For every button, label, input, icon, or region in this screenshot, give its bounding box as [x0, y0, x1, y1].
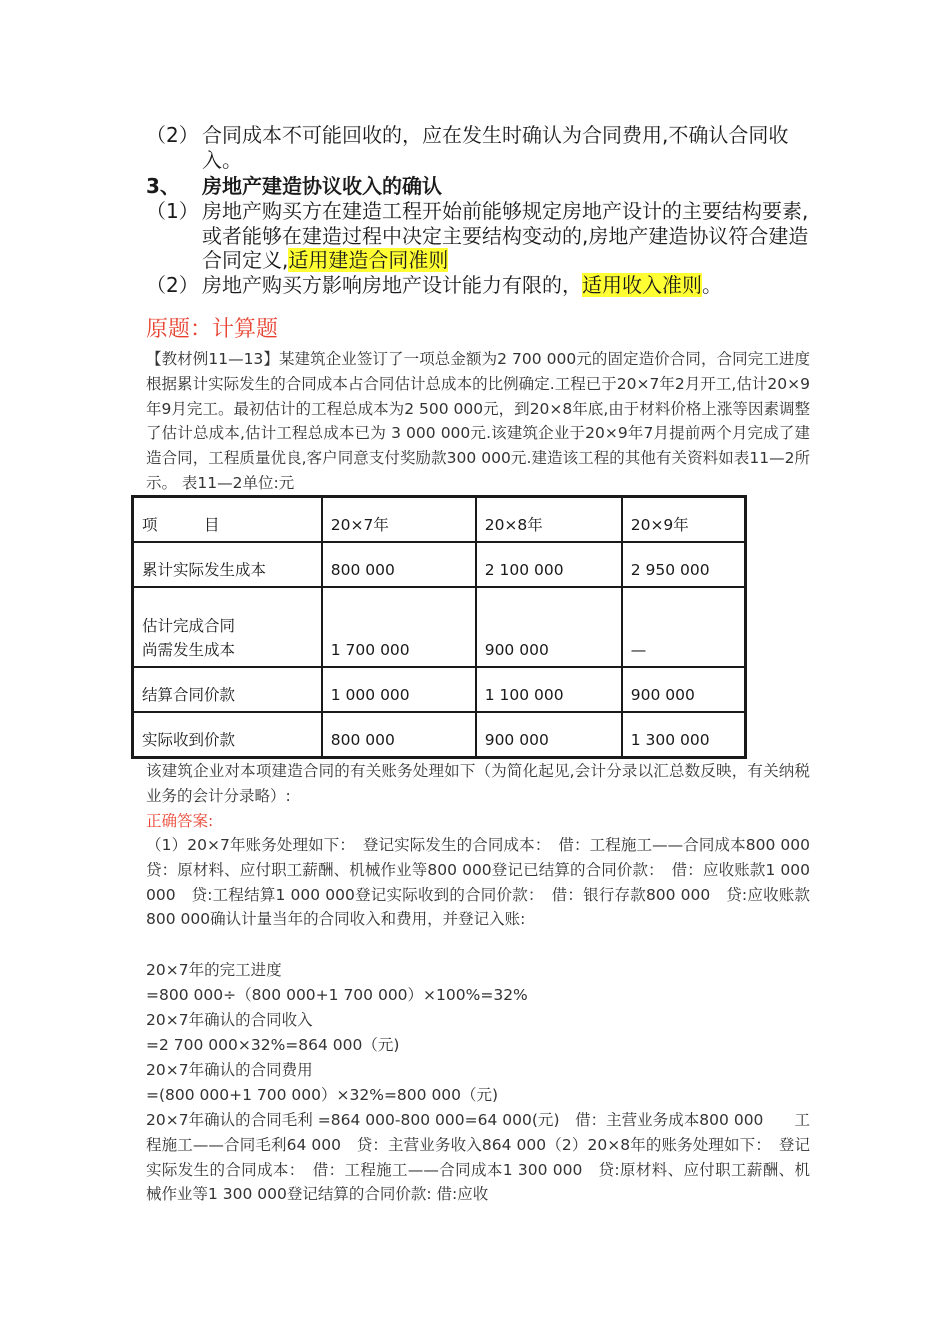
table-cell: 800 000: [322, 542, 476, 587]
table-cell: —: [622, 587, 745, 668]
table-cell: 800 000: [322, 712, 476, 757]
answer-paragraph-1: （1）20×7年账务处理如下： 登记实际发生的合同成本： 借：工程施工——合同成本800 000 贷：原材料、应付职工薪酬、机械作业等800 000登记已结算的合同价款： 借：应收账款1 000 000 贷:工程结算1 000 000登记实际收到的合同价款： 借：银行存款800 000 贷:应收账款800 000确认计量当年的合同收入和费用，并登记入账:: [146, 836, 826, 929]
section-3-number: 3、: [146, 174, 180, 198]
rule-item-r2-body: 房地产购买方影响房地产设计能力有限的，: [202, 273, 582, 297]
table-row: [133, 712, 745, 757]
answer-calc-line: 20×7年的完工进度: [146, 961, 282, 979]
table-cell: 900 000: [622, 667, 745, 712]
table-cell: 2 950 000: [622, 542, 745, 587]
table-cell: 1 100 000: [476, 667, 622, 712]
table-row: [133, 667, 745, 712]
table-cell: 1 300 000: [622, 712, 745, 757]
table-cell: 1 700 000: [322, 587, 476, 668]
table-row-label: [133, 587, 322, 668]
table-header-cell: 项 目: [133, 497, 322, 542]
section-3-title: 房地产建造协议收入的确认: [202, 174, 442, 198]
table-cell: 2 100 000: [476, 542, 622, 587]
answer-label: 正确答案:: [146, 812, 214, 830]
rule-item-r1-body: 房地产购买方在建造工程开始前能够规定房地产设计的主要结构要素,或者能够在建造过程中决定主要结构变动的,房地产建造协议符合建造合同定义,: [202, 199, 809, 272]
problem-intro: 【教材例11—13】某建筑企业签订了一项总金额为2 700 000元的固定造价合同，合同完工进度根据累计实际发生的合同成本占合同估计总成本的比例确定.工程已于20×7年2月开工,估计20×9年9月完工。最初估计的工程总成本为2 500 000元，到20×8年底,由于材料价格上涨等因素调整了估计总成本,估计工程总成本已为 3 000 000元.该建筑企业于20×9年7月提前两个月完成了建造合同，工程质量优良,客户同意支付奖励款300 000元.建造该工程的其他有关资料如表11—2所示。 表11—2单位:元: [146, 350, 810, 492]
answer-calc-line: =(800 000+1 700 000）×32%=800 000（元): [146, 1086, 499, 1104]
rule-item-2-number: （2）: [146, 123, 199, 147]
rule-item-r1-number: （1）: [146, 199, 199, 223]
table-row: [133, 587, 745, 668]
table-row-label-line2: 尚需发生成本: [142, 641, 236, 660]
highlight-construction-standard: 适用建造合同准则: [288, 248, 449, 272]
table-header-cell: 20×8年: [476, 497, 622, 542]
rule-item-r1-text: [202, 199, 826, 273]
table-header-cell: 20×7年: [322, 497, 476, 542]
after-table-text: 该建筑企业对本项建造合同的有关账务处理如下（为简化起见,会计分录以汇总数反映，有关纳税业务的会计分录略）:: [146, 762, 810, 805]
table-row: [133, 542, 745, 587]
table-cell: 1 000 000: [322, 667, 476, 712]
table-cell: 900 000: [476, 712, 622, 757]
table-row-label-line1: 估计完成合同: [142, 617, 236, 636]
answer-paragraph-2: 20×7年确认的合同毛利 =864 000-800 000=64 000(元) 借：主营业务成本800 000 工程施工——合同毛利64 000 贷：主营业务收入864 000（2）20×8年的账务处理如下： 登记实际发生的合同成本： 借：工程施工——合同成本1 300 000 贷:原材料、应付职工薪酬、机械作业等1 300 000登记结算的合同价款: 借:应收: [146, 1111, 810, 1204]
rule-item-r2-number: （2）: [146, 273, 199, 297]
answer-calc-line: 20×7年确认的合同费用: [146, 1061, 313, 1079]
answer-calc-line: =2 700 000×32%=864 000（元): [146, 1036, 400, 1054]
highlight-revenue-standard: 适用收入准则: [582, 273, 702, 297]
table-row-label: 累计实际发生成本: [133, 542, 322, 587]
rule-item-r2-end: 。: [702, 273, 722, 297]
table-row-label: 结算合同价款: [133, 667, 322, 712]
rule-item-r2-text: [202, 273, 826, 298]
table-header-row: [133, 497, 745, 542]
problem-title: 原题：计算题: [146, 317, 279, 342]
answer-calc-line: 20×7年确认的合同收入: [146, 1011, 313, 1029]
cost-table: [131, 495, 747, 759]
rule-item-2-text: 合同成本不可能回收的，应在发生时确认为合同费用,不确认合同收入。: [202, 123, 789, 172]
table-cell: 900 000: [476, 587, 622, 668]
table-header-cell: 20×9年: [622, 497, 745, 542]
answer-calc-line: =800 000÷（800 000+1 700 000）×100%=32%: [146, 986, 528, 1004]
table-row-label: 实际收到价款: [133, 712, 322, 757]
